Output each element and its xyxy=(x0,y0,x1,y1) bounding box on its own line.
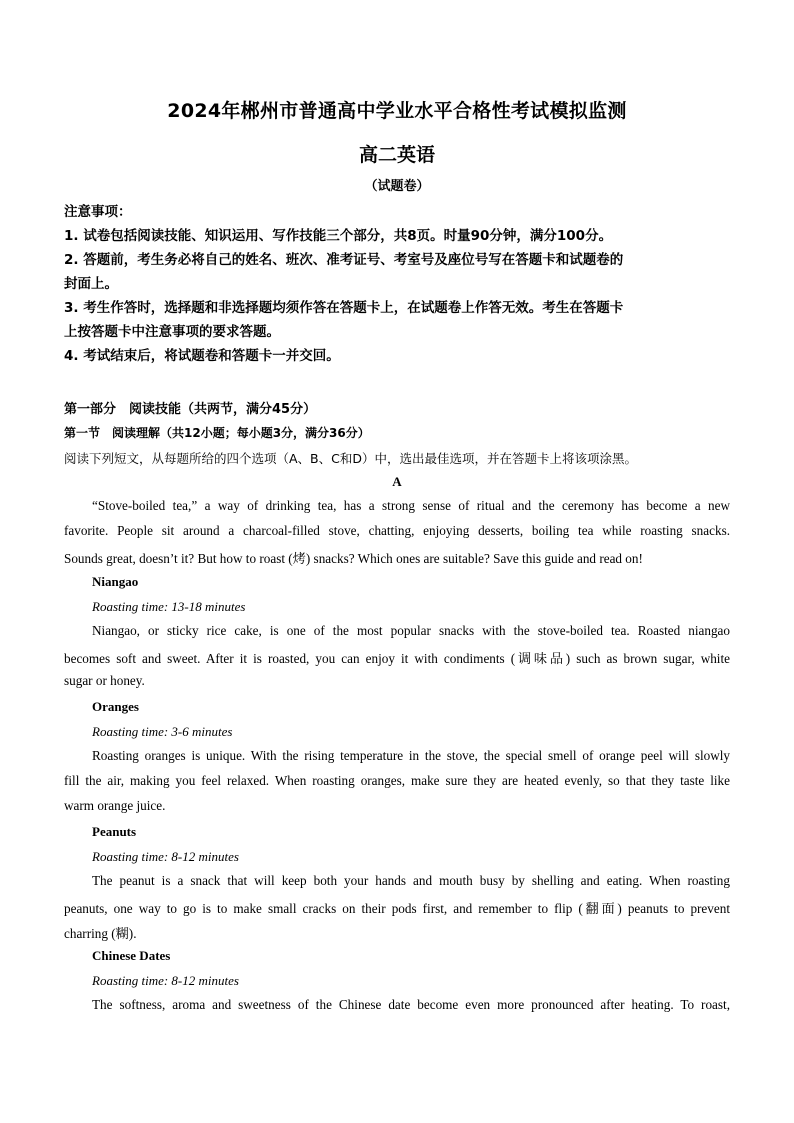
paragraph-line: The peanut is a snack that will keep both your hands and mouth busy by shelling and eating. When roasting xyxy=(92,873,730,888)
paragraph-line: The softness, aroma and sweetness of the Chinese date become even more pronounced after heating. To roast, xyxy=(92,997,730,1012)
roasting-time: Roasting time: 13-18 minutes xyxy=(92,599,246,614)
roasting-time: Roasting time: 3-6 minutes xyxy=(92,724,233,739)
subject-title: 高二英语 xyxy=(358,144,435,166)
paragraph-line: Roasting oranges is unique. With the rising temperature in the stove, the special smell of orange peel will slowly xyxy=(92,748,730,763)
paragraph-line: charring (糊). xyxy=(64,926,137,941)
paragraph-line: “Stove-boiled tea,” a way of drinking tea, has a strong sense of ritual and the ceremony has become a new xyxy=(92,498,730,513)
notice-item: 封面上。 xyxy=(64,276,118,292)
food-name: Oranges xyxy=(92,699,139,714)
food-name: Peanuts xyxy=(92,824,137,839)
food-name: Chinese Dates xyxy=(92,948,171,963)
roasting-time: Roasting time: 8-12 minutes xyxy=(92,973,239,988)
notice-item: 4. 考试结束后，将试题卷和答题卡一并交回。 xyxy=(64,348,340,364)
paragraph-line: warm orange juice. xyxy=(64,798,166,813)
paragraph-line: peanuts, one way to go is to make small cracks on their pods first, and remember to flip (翻面) peanuts to prevent xyxy=(64,901,730,916)
notice-item: 2. 答题前，考生务必将自己的姓名、班次、准考证号、考室号及座位号写在答题卡和试题卷的 xyxy=(64,252,624,268)
notice-item: 3. 考生作答时，选择题和非选择题均须作答在答题卡上，在试题卷上作答无效。考生在答题卡 xyxy=(64,300,624,316)
paragraph-line: Niangao, or sticky rice cake, is one of the most popular snacks with the stove-boiled tea. Roasted niangao xyxy=(92,623,730,638)
section-instruction: 阅读下列短文，从每题所给的四个选项（A、B、C和D）中，选出最佳选项，并在答题卡上将该项涂黑。 xyxy=(64,451,637,466)
paragraph-line: becomes soft and sweet. After it is roasted, you can enjoy it with condiments (调味品) such as brown sugar, white xyxy=(64,651,730,666)
roasting-time: Roasting time: 8-12 minutes xyxy=(92,849,239,864)
notice-item: 1. 试卷包括阅读技能、知识运用、写作技能三个部分，共8页。时量90分钟，满分100分。 xyxy=(64,228,613,244)
notice-item: 上按答题卡中注意事项的要求答题。 xyxy=(64,324,280,340)
paragraph-line: Sounds great, doesn’t it? But how to roast (烤) snacks? Which ones are suitable? Save this guide and read on! xyxy=(64,551,643,566)
notice-heading: 注意事项： xyxy=(64,204,132,220)
paragraph-line: sugar or honey. xyxy=(64,673,145,688)
paper-type-label: （试题卷） xyxy=(364,179,430,194)
exam-title: 2024年郴州市普通高中学业水平合格性考试模拟监测 xyxy=(167,100,627,122)
section-title: 第一节 阅读理解（共12小题；每小题3分，满分36分） xyxy=(64,426,370,440)
paragraph-line: favorite. People sit around a charcoal-filled stove, chatting, enjoying desserts, boiling tea while roasting snacks. xyxy=(64,523,730,538)
paragraph-line: fill the air, making you feel relaxed. When roasting oranges, make sure they are heated evenly, so that they taste like xyxy=(64,773,730,788)
part-title: 第一部分 阅读技能（共两节，满分45分） xyxy=(64,402,317,417)
passage-label: A xyxy=(392,474,402,489)
food-name: Niangao xyxy=(92,574,139,589)
